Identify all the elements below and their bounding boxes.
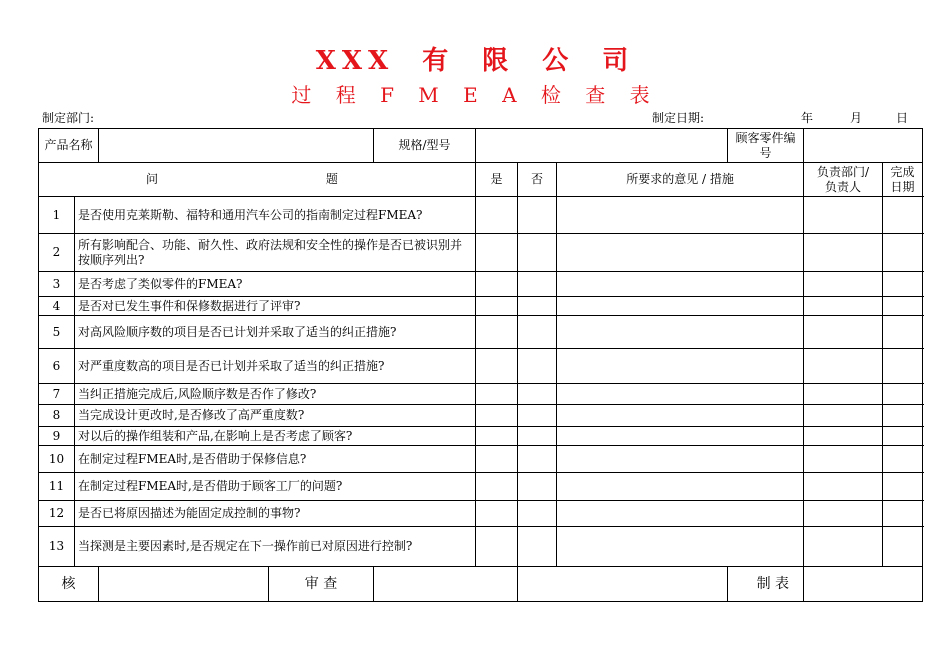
owner-header-line2: 负责人 (825, 179, 862, 194)
yes-cell[interactable] (476, 501, 518, 527)
yes-cell[interactable] (476, 473, 518, 501)
question-text: 在制定过程FMEA时,是否借助于顾客工厂的问题? (75, 473, 476, 501)
no-cell[interactable] (518, 427, 557, 446)
opinion-cell[interactable] (557, 272, 804, 297)
row-number: 10 (39, 446, 75, 473)
yes-cell[interactable] (476, 197, 518, 234)
no-cell[interactable] (518, 405, 557, 427)
company-char: 司 (602, 46, 635, 76)
owner-cell[interactable] (804, 316, 883, 349)
opinion-cell[interactable] (557, 316, 804, 349)
yes-cell[interactable] (476, 427, 518, 446)
yes-cell[interactable] (476, 384, 518, 405)
row-number: 9 (39, 427, 75, 446)
spec-value[interactable] (476, 129, 728, 163)
row-number: 7 (39, 384, 75, 405)
yes-cell[interactable] (476, 349, 518, 384)
done-date-cell[interactable] (883, 384, 923, 405)
done-date-cell[interactable] (883, 446, 923, 473)
table-row (39, 527, 923, 567)
question-text: 当探测是主要因素时,是否规定在下一操作前已对原因进行控制? (75, 527, 476, 567)
done-date-cell[interactable] (883, 527, 923, 567)
question-header-left: 问 (146, 172, 159, 186)
no-cell[interactable] (518, 234, 557, 272)
no-cell[interactable] (518, 473, 557, 501)
done-date-cell[interactable] (883, 501, 923, 527)
prepare-label (728, 567, 804, 602)
owner-cell[interactable] (804, 384, 883, 405)
prepare-signature-cell[interactable] (804, 567, 923, 602)
review-label-text: 审 查 (304, 575, 338, 592)
date-label: 制定日期: (652, 111, 705, 125)
no-cell[interactable] (518, 272, 557, 297)
no-cell[interactable] (518, 501, 557, 527)
owner-cell[interactable] (804, 234, 883, 272)
question-text: 是否使用克莱斯勒、福特和通用汽车公司的指南制定过程FMEA? (75, 197, 476, 234)
question-text: 对高风险顺序数的项目是否已计划并采取了适当的纠正措施? (75, 316, 476, 349)
checklist-table (38, 128, 923, 602)
table-row (39, 234, 923, 272)
done-date-header: 完成日期 (883, 163, 923, 197)
done-date-cell[interactable] (883, 349, 923, 384)
owner-cell[interactable] (804, 427, 883, 446)
done-date-cell[interactable] (883, 316, 923, 349)
done-date-cell[interactable] (883, 405, 923, 427)
month-label: 月 (850, 111, 863, 125)
company-char: 公 (542, 46, 575, 76)
column-header-row (39, 163, 923, 197)
no-cell[interactable] (518, 197, 557, 234)
no-cell[interactable] (518, 297, 557, 316)
yes-cell[interactable] (476, 234, 518, 272)
company-char: XXX (315, 46, 395, 76)
customer-part-label: 顾客零件编号 (728, 129, 804, 163)
done-date-cell[interactable] (883, 427, 923, 446)
company-char: 限 (482, 46, 515, 76)
yes-cell[interactable] (476, 297, 518, 316)
day-label: 日 (896, 111, 909, 125)
owner-cell[interactable] (804, 297, 883, 316)
owner-cell[interactable] (804, 527, 883, 567)
yes-cell[interactable] (476, 446, 518, 473)
no-cell[interactable] (518, 527, 557, 567)
table-row (39, 405, 923, 427)
row-number: 6 (39, 349, 75, 384)
opinion-cell[interactable] (557, 427, 804, 446)
row-number: 3 (39, 272, 75, 297)
row-number: 1 (39, 197, 75, 234)
no-cell[interactable] (518, 384, 557, 405)
no-cell[interactable] (518, 446, 557, 473)
product-name-label: 产品名称 (39, 129, 99, 163)
owner-cell[interactable] (804, 473, 883, 501)
verify-label: 核 (39, 567, 99, 602)
yes-cell[interactable] (476, 316, 518, 349)
no-cell[interactable] (518, 316, 557, 349)
row-number: 13 (39, 527, 75, 567)
row-number: 4 (39, 297, 75, 316)
owner-cell[interactable] (804, 501, 883, 527)
table-row (39, 297, 923, 316)
table-row (39, 446, 923, 473)
table-row (39, 384, 923, 405)
question-text: 所有影响配合、功能、耐久性、政府法规和安全性的操作是否已被识别并按顺序列出? (75, 234, 476, 272)
prepare-label-text: 制 表 (756, 575, 790, 592)
opinion-cell[interactable] (557, 405, 804, 427)
done-date-cell[interactable] (883, 272, 923, 297)
opinion-cell[interactable] (557, 297, 804, 316)
table-row (39, 427, 923, 446)
form-title: 过 程 F M E A 检 查 表 (291, 83, 659, 107)
owner-cell[interactable] (804, 405, 883, 427)
owner-cell[interactable] (804, 197, 883, 234)
owner-cell[interactable] (804, 349, 883, 384)
opinion-cell[interactable] (557, 473, 804, 501)
product-name-value[interactable] (99, 129, 374, 163)
opinion-cell[interactable] (557, 384, 804, 405)
dept-label: 制定部门: (42, 111, 95, 125)
year-label: 年 (801, 111, 814, 125)
question-text: 当完成设计更改时,是否修改了高严重度数? (75, 405, 476, 427)
opinion-cell[interactable] (557, 197, 804, 234)
review-extra-cell[interactable] (518, 567, 728, 602)
row-number: 2 (39, 234, 75, 272)
spec-label: 规格/型号 (374, 129, 476, 163)
opinion-header: 所要求的意见 / 措施 (557, 163, 804, 197)
table-row (39, 501, 923, 527)
question-text: 对以后的操作组装和产品,在影响上是否考虑了顾客? (75, 427, 476, 446)
done-date-cell[interactable] (883, 473, 923, 501)
done-date-cell[interactable] (883, 297, 923, 316)
owner-cell[interactable] (804, 446, 883, 473)
table-row (39, 316, 923, 349)
row-number: 11 (39, 473, 75, 501)
company-title (0, 40, 950, 77)
opinion-cell[interactable] (557, 349, 804, 384)
question-text: 是否对已发生事件和保修数据进行了评审? (75, 297, 476, 316)
question-text: 当纠正措施完成后,风险顺序数是否作了修改? (75, 384, 476, 405)
yes-cell[interactable] (476, 527, 518, 567)
table-row (39, 272, 923, 297)
question-text: 是否已将原因描述为能固定成控制的事物? (75, 501, 476, 527)
question-text: 在制定过程FMEA时,是否借助于保修信息? (75, 446, 476, 473)
signature-row (39, 567, 923, 602)
review-signature-cell[interactable] (374, 567, 518, 602)
yes-header: 是 (476, 163, 518, 197)
yes-cell[interactable] (476, 272, 518, 297)
info-row (39, 129, 923, 163)
no-header: 否 (518, 163, 557, 197)
question-text: 是否考虑了类似零件的FMEA? (75, 272, 476, 297)
row-number: 5 (39, 316, 75, 349)
table-row (39, 473, 923, 501)
opinion-cell[interactable] (557, 234, 804, 272)
opinion-cell[interactable] (557, 527, 804, 567)
owner-header (804, 163, 883, 197)
done-date-cell[interactable] (883, 234, 923, 272)
row-number: 8 (39, 405, 75, 427)
table-row (39, 197, 923, 234)
no-cell[interactable] (518, 349, 557, 384)
review-label (269, 567, 374, 602)
done-date-cell[interactable] (883, 197, 923, 234)
company-char: 有 (422, 46, 455, 76)
customer-part-value[interactable] (804, 129, 923, 163)
table-row (39, 349, 923, 384)
question-header-right: 题 (325, 172, 338, 186)
row-number: 12 (39, 501, 75, 527)
owner-header-line1: 负责部门/ (817, 164, 870, 179)
owner-cell[interactable] (804, 272, 883, 297)
verify-signature-cell[interactable] (99, 567, 269, 602)
opinion-cell[interactable] (557, 446, 804, 473)
yes-cell[interactable] (476, 405, 518, 427)
opinion-cell[interactable] (557, 501, 804, 527)
question-text: 对严重度数高的项目是否已计划并采取了适当的纠正措施? (75, 349, 476, 384)
question-header (39, 163, 476, 197)
